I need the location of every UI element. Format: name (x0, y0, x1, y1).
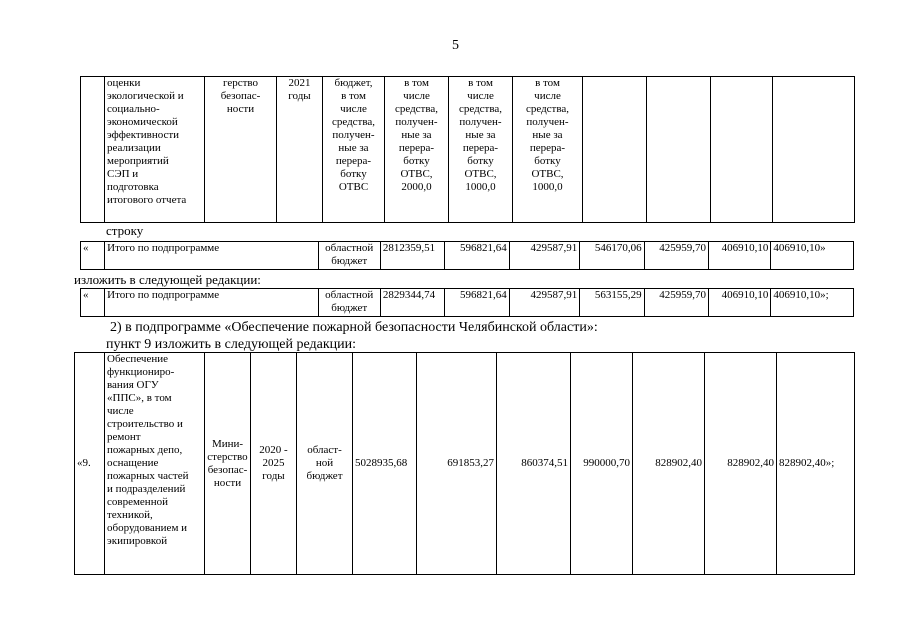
top-col12 (773, 77, 855, 223)
row-old-value: 546170,06 (580, 242, 644, 270)
row9-value: 860374,51 (497, 353, 571, 575)
row-old-value: 406910,10 (709, 242, 771, 270)
row9-name: Обеспечение функциониро- вания ОГУ «ППС», в том числе строительство и ремонт пожарных депо, оснащение пожарных частей и подразделений современной техникой, оборудованием и экипировкой (105, 353, 205, 575)
row-new-value: 406910,10 (709, 289, 771, 317)
row9-value: 828902,40»; (777, 353, 855, 575)
row-new-quote: « (81, 289, 105, 317)
top-col8: в том числе средства, получен- ные за перера- ботку ОТВС, 1000,0 (513, 77, 583, 223)
row9-table (74, 352, 855, 575)
row-old-name: Итого по подпрограмме (105, 242, 318, 270)
row9-value: 828902,40 (633, 353, 705, 575)
row9-years: 2020 - 2025 годы (251, 353, 297, 575)
row-new-name: Итого по подпрограмме (105, 289, 318, 317)
row-old-value: 596821,64 (445, 242, 509, 270)
row-new-table (80, 288, 854, 317)
page-number: 5 (452, 38, 459, 53)
row-old-value: 425959,70 (644, 242, 708, 270)
top-col2: оценки экологической и социально- экономической эффективности реализации мероприятий СЭП и подготовка итогового отчета (105, 77, 205, 223)
top-col3: герство безопас- ности (205, 77, 277, 223)
row-new-source: областной бюджет (318, 289, 380, 317)
row-new-value: 425959,70 (644, 289, 708, 317)
row-new-value: 2829344,74 (380, 289, 444, 317)
top-col11 (711, 77, 773, 223)
row9-source: област- ной бюджет (297, 353, 353, 575)
row-new-value: 406910,10»; (771, 289, 854, 317)
row-old-source: областной бюджет (318, 242, 380, 270)
top-col7: в том числе средства, получен- ные за перера- ботку ОТВС, 1000,0 (449, 77, 513, 223)
text-point9: пункт 9 изложить в следующей редакции: (106, 337, 356, 352)
text-stroku: строку (106, 223, 144, 238)
row9-executor: Мини- стерство безопас- ности (205, 353, 251, 575)
top-col9 (583, 77, 647, 223)
text-section2: 2) в подпрограмме «Обеспечение пожарной безопасности Челябинской области»: (110, 320, 598, 335)
row9-value: 828902,40 (705, 353, 777, 575)
row9-value: 5028935,68 (353, 353, 417, 575)
row-old-value: 406910,10» (771, 242, 854, 270)
top-col5: бюджет, в том числе средства, получен- ные за перера- ботку ОТВС (323, 77, 385, 223)
top-table (80, 76, 855, 223)
row9-num: «9. (75, 353, 105, 575)
row9-value: 691853,27 (417, 353, 497, 575)
row-old-table (80, 241, 854, 270)
row-old-value: 429587,91 (509, 242, 579, 270)
row-new-value: 429587,91 (509, 289, 579, 317)
row-old-quote: « (81, 242, 105, 270)
row-new-value: 596821,64 (445, 289, 509, 317)
top-col4: 2021 годы (277, 77, 323, 223)
top-col1 (81, 77, 105, 223)
top-col6: в том числе средства, получен- ные за перера- ботку ОТВС, 2000,0 (385, 77, 449, 223)
row-old-value: 2812359,51 (380, 242, 444, 270)
top-col10 (647, 77, 711, 223)
row9-value: 990000,70 (571, 353, 633, 575)
text-izlozhit: изложить в следующей редакции: (74, 272, 261, 287)
row-new-value: 563155,29 (580, 289, 644, 317)
